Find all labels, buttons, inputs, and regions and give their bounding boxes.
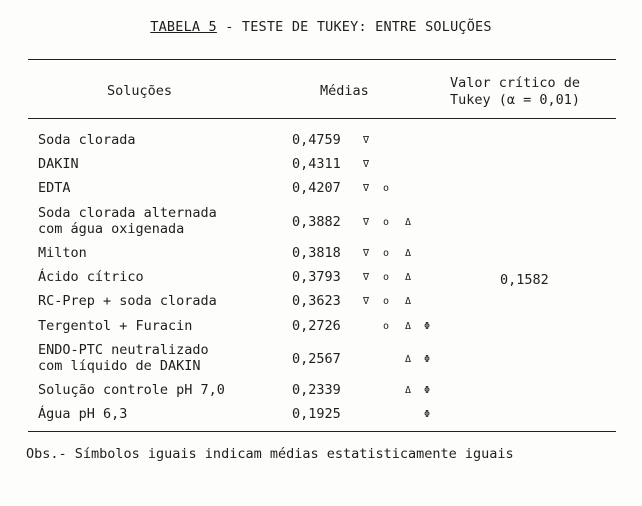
group-symbol: ∇ <box>363 135 370 146</box>
group-symbol: Δ <box>405 321 412 332</box>
group-symbol: o <box>383 183 390 194</box>
header-solucoes: Soluções <box>107 83 173 99</box>
mean-value: 0,4759 <box>292 132 341 148</box>
group-symbol: Φ <box>424 354 431 365</box>
group-symbol: Δ <box>405 217 412 228</box>
mean-value: 0,3623 <box>292 293 341 309</box>
solution-name: Solução controle pH 7,0 <box>38 382 225 398</box>
group-symbol: Φ <box>424 321 431 332</box>
group-symbol: ∇ <box>363 183 370 194</box>
solution-name: EDTA <box>38 180 71 196</box>
title-separator: - <box>216 19 242 35</box>
title-text: TESTE DE TUKEY: ENTRE SOLUÇÕES <box>241 19 492 35</box>
group-symbol: Δ <box>405 354 412 365</box>
table-label: TABELA 5 <box>150 19 217 35</box>
solution-name: Ácido cítrico <box>38 269 144 285</box>
top-rule <box>28 59 616 60</box>
group-symbol: Φ <box>424 409 431 420</box>
mean-value: 0,3882 <box>292 214 341 230</box>
table-title <box>0 19 642 35</box>
group-symbol: ∇ <box>363 159 370 170</box>
mean-value: 0,2567 <box>292 351 341 367</box>
mean-value: 0,3818 <box>292 245 341 261</box>
group-symbol: ∇ <box>363 296 370 307</box>
mean-value: 0,4311 <box>292 156 341 172</box>
header-critico-line1: Valor crítico de <box>450 75 581 91</box>
header-rule <box>28 118 616 119</box>
mean-value: 0,2726 <box>292 318 341 334</box>
solution-name: RC-Prep + soda clorada <box>38 293 217 309</box>
mean-value: 0,3793 <box>292 269 341 285</box>
mean-value: 0,4207 <box>292 180 341 196</box>
mean-value: 0,1925 <box>292 406 341 422</box>
solution-name: Tergentol + Furacin <box>38 318 193 334</box>
group-symbol: o <box>383 272 390 283</box>
group-symbol: Φ <box>424 385 431 396</box>
group-symbol: Δ <box>405 272 412 283</box>
mean-value: 0,2339 <box>292 382 341 398</box>
group-symbol: o <box>383 217 390 228</box>
group-symbol: ∇ <box>363 272 370 283</box>
critical-value: 0,1582 <box>500 272 549 288</box>
header-critico-line2: Tukey (α = 0,01) <box>450 92 581 108</box>
group-symbol: Δ <box>405 248 412 259</box>
solution-name: DAKIN <box>38 156 79 172</box>
footnote: Obs.- Símbolos iguais indicam médias estatisticamente iguais <box>26 446 514 462</box>
solution-name: Soda clorada <box>38 132 136 148</box>
solution-name: com água oxigenada <box>38 221 185 237</box>
group-symbol: ∇ <box>363 217 370 228</box>
solution-name: ENDO-PTC neutralizado <box>38 342 209 358</box>
group-symbol: o <box>383 248 390 259</box>
header-medias: Médias <box>320 83 369 99</box>
solution-name: Milton <box>38 245 87 261</box>
group-symbol: o <box>383 321 390 332</box>
group-symbol: o <box>383 296 390 307</box>
group-symbol: Δ <box>405 296 412 307</box>
group-symbol: ∇ <box>363 248 370 259</box>
solution-name: Soda clorada alternada <box>38 205 217 221</box>
group-symbol: Δ <box>405 385 412 396</box>
bottom-rule <box>28 431 616 432</box>
solution-name: Água pH 6,3 <box>38 406 128 422</box>
solution-name: com líquido de DAKIN <box>38 358 201 374</box>
